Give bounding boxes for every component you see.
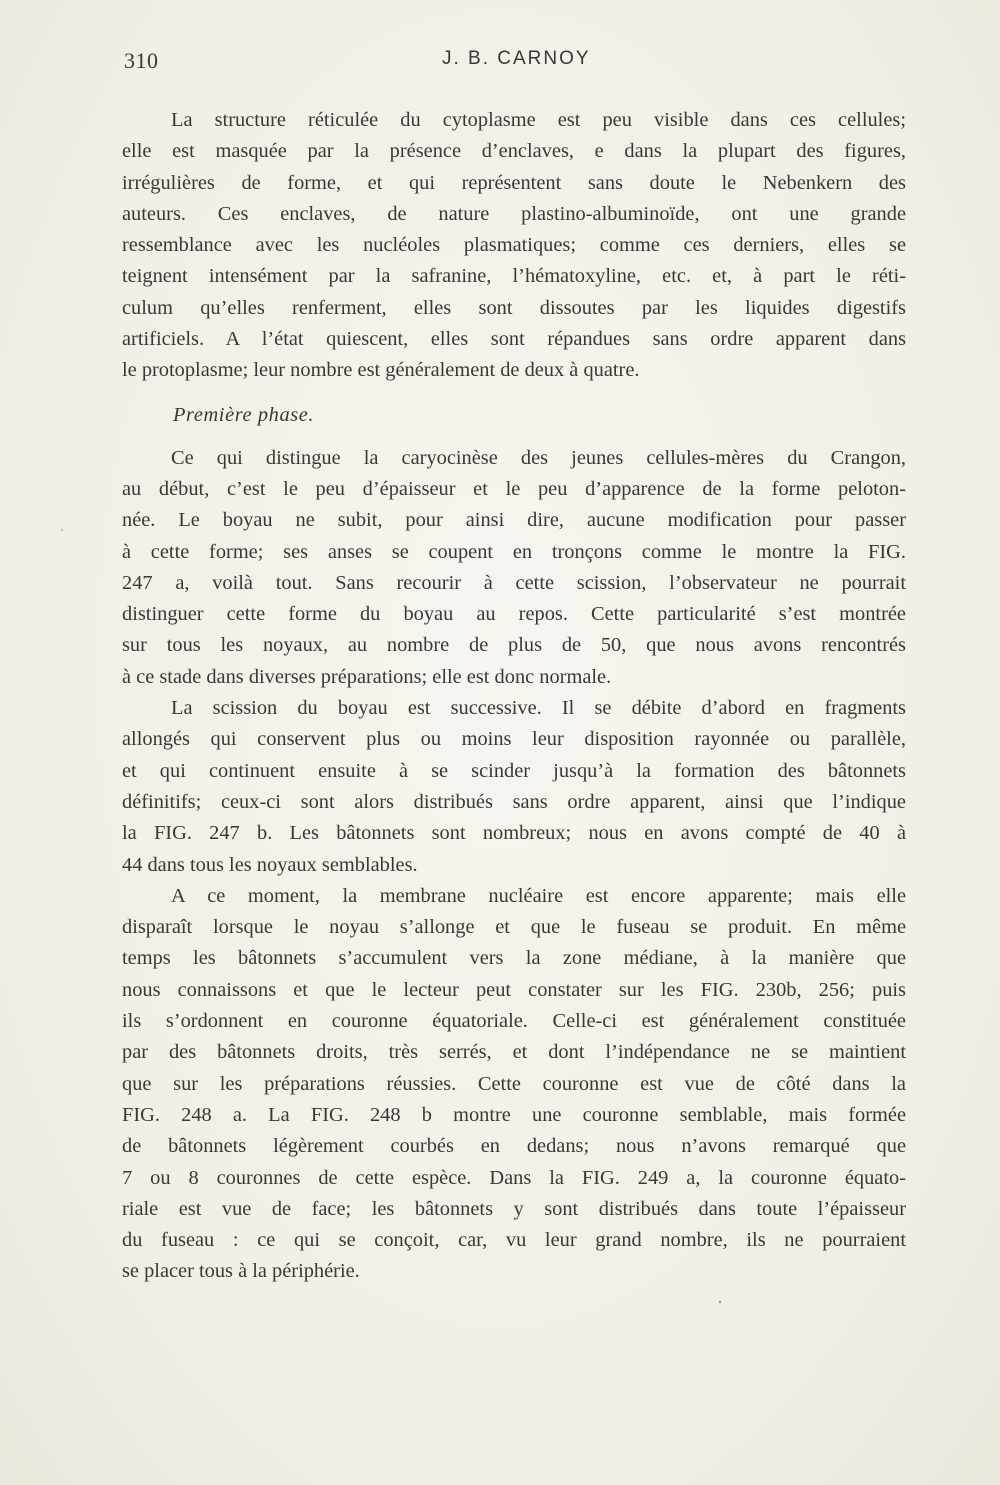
text-line: irrégulières de forme, et qui représentent sans doute le Nebenkern des (122, 171, 906, 194)
text-line: au début, c’est le peu d’épaisseur et le peu d’apparence de la forme peloton- (122, 477, 906, 500)
text-line: 44 dans tous les noyaux semblables. (122, 853, 418, 876)
text-line: sur tous les noyaux, au nombre de plus de 50, que nous avons rencontrés (122, 634, 906, 657)
text-line: temps les bâtonnets s’accumulent vers la zone médiane, à la manière que (122, 947, 906, 970)
paragraph-4 (122, 881, 906, 1288)
text-line: à ce stade dans diverses préparations; elle est donc normale. (122, 665, 612, 688)
text-line: auteurs. Ces enclaves, de nature plastino-albuminoïde, ont une grande (122, 202, 906, 225)
text-line: et qui continuent ensuite à se scinder jusqu’à la formation des bâtonnets (122, 759, 906, 782)
text-line: définitifs; ceux-ci sont alors distribués sans ordre apparent, ainsi que l’indique (122, 790, 906, 813)
text-line: du fuseau : ce qui se conçoit, car, vu leur grand nombre, ils ne pourraient (122, 1229, 906, 1252)
text-line: culum qu’elles renferment, elles sont dissoutes par les liquides digestifs (122, 296, 906, 319)
page-number: 310 (124, 48, 159, 73)
paper-speck (719, 1301, 721, 1303)
text-line: artificiels. A l’état quiescent, elles sont répandues sans ordre apparent dans (122, 328, 906, 351)
text-line: disparaît lorsque le noyau s’allonge et que le fuseau se produit. En même (122, 916, 906, 939)
text-line: par des bâtonnets droits, très serrés, et dont l’indépendance ne se maintient (122, 1041, 906, 1064)
text-line: teignent intensément par la safranine, l’hématoxyline, etc. et, à part le réti- (122, 265, 906, 288)
paragraph-2 (122, 443, 906, 693)
text-line: le protoplasme; leur nombre est généralement de deux à quatre. (122, 359, 640, 382)
running-head (124, 48, 907, 78)
text-line: ressemblance avec les nucléoles plasmatiques; comme ces derniers, elles se (122, 234, 906, 257)
text-line: se placer tous à la périphérie. (122, 1260, 360, 1283)
text-line: 7 ou 8 couronnes de cette espèce. Dans la FIG. 249 a, la couronne équato- (122, 1166, 906, 1189)
text-line: distinguer cette forme du boyau au repos. Cette particularité s’est montrée (122, 603, 906, 626)
running-title: J. B. CARNOY (442, 48, 591, 69)
text-line: que sur les préparations réussies. Cette couronne est vue de côté dans la (122, 1072, 906, 1095)
text-line: 247 a, voilà tout. Sans recourir à cette scission, l’observateur ne pourrait (122, 571, 906, 594)
text-line: FIG. 248 a. La FIG. 248 b montre une couronne semblable, mais formée (122, 1103, 906, 1126)
text-line: née. Le boyau ne subit, pour ainsi dire, aucune modification pour passer (122, 509, 906, 532)
text-line: nous connaissons et que le lecteur peut constater sur les FIG. 230b, 256; puis (122, 978, 906, 1001)
section-heading: Première phase. (173, 403, 315, 426)
text-line: de bâtonnets légèrement courbés en dedans; nous n’avons remarqué que (122, 1135, 906, 1158)
text-line: riale est vue de face; les bâtonnets y sont distribués dans toute l’épaisseur (122, 1197, 906, 1220)
text-line: Ce qui distingue la caryocinèse des jeunes cellules-mères du Crangon, (171, 446, 906, 469)
text-line: à cette forme; ses anses se coupent en tronçons comme le montre la FIG. (122, 540, 906, 563)
paper-speck (61, 529, 63, 531)
text-line: ils s’ordonnent en couronne équatoriale. Celle-ci est généralement constituée (122, 1010, 906, 1033)
text-line: La scission du boyau est successive. Il se débite d’abord en fragments (171, 697, 906, 720)
text-line: allongés qui conservent plus ou moins leur disposition rayonnée ou parallèle, (122, 728, 906, 751)
text-line: la FIG. 247 b. Les bâtonnets sont nombreux; nous en avons compté de 40 à (122, 822, 906, 845)
paragraph-3 (122, 693, 906, 881)
text-line: A ce moment, la membrane nucléaire est encore apparente; mais elle (171, 884, 906, 907)
text-line: La structure réticulée du cytoplasme est peu visible dans ces cellules; (171, 109, 906, 131)
paragraph-1 (122, 105, 906, 387)
text-line: elle est masquée par la présence d’enclaves, e dans la plupart des figures, (122, 140, 906, 163)
body-text (122, 105, 906, 1288)
